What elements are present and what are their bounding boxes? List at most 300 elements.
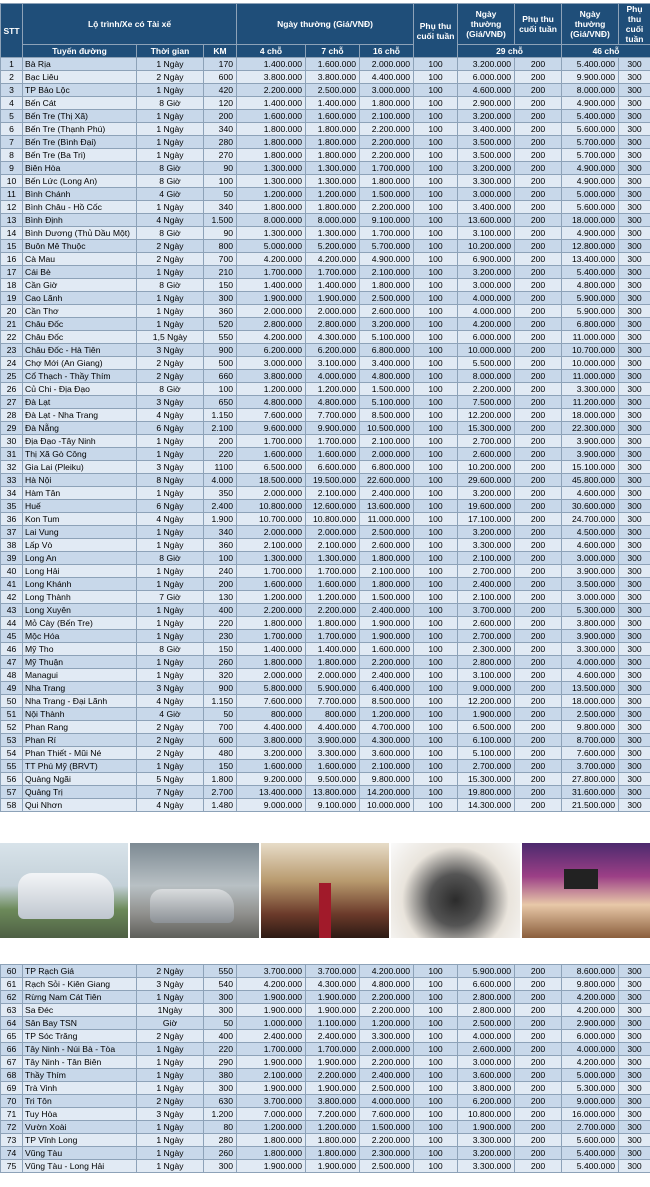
table-row — [1, 58, 650, 71]
cell-km: 300 — [204, 1004, 237, 1017]
cell-price-46: 10.000.000 — [562, 357, 619, 370]
cell-time: 1 Ngày — [137, 136, 204, 149]
cell-surcharge-46: 300 — [619, 396, 650, 409]
cell-price-4: 2.000.000 — [237, 669, 306, 682]
cell-weekend-surcharge: 100 — [414, 214, 458, 227]
cell-price-29: 5.900.000 — [458, 965, 515, 978]
header-surcharge-29: Phụ thu cuối tuần — [515, 4, 562, 45]
cell-time: 4 Ngày — [137, 214, 204, 227]
cell-time: 1 Ngày — [137, 1134, 204, 1147]
cell-price-7: 1.800.000 — [306, 1147, 360, 1160]
cell-surcharge-29: 200 — [515, 110, 562, 123]
cell-km: 90 — [204, 162, 237, 175]
cell-price-4: 1.700.000 — [237, 266, 306, 279]
cell-price-7: 1.700.000 — [306, 1043, 360, 1056]
cell-surcharge-29: 200 — [515, 978, 562, 991]
cell-km: 2.100 — [204, 422, 237, 435]
cell-price-16: 4.800.000 — [360, 978, 414, 991]
cell-stt: 64 — [1, 1017, 23, 1030]
cell-stt: 11 — [1, 188, 23, 201]
cell-price-4: 1.700.000 — [237, 565, 306, 578]
cell-time: 1 Ngày — [137, 84, 204, 97]
cell-price-4: 1.800.000 — [237, 136, 306, 149]
cell-time: 2 Ngày — [137, 71, 204, 84]
cell-price-4: 1.900.000 — [237, 1056, 306, 1069]
cell-surcharge-29: 200 — [515, 357, 562, 370]
cell-price-46: 4.200.000 — [562, 1056, 619, 1069]
cell-route: Bạc Liêu — [23, 71, 137, 84]
cell-price-46: 8.600.000 — [562, 965, 619, 978]
cell-price-16: 2.200.000 — [360, 1134, 414, 1147]
cell-stt: 44 — [1, 617, 23, 630]
cell-stt: 16 — [1, 253, 23, 266]
table-row — [1, 461, 650, 474]
table-row — [1, 500, 650, 513]
cell-km: 600 — [204, 734, 237, 747]
cell-route: Kon Tum — [23, 513, 137, 526]
cell-price-46: 3.300.000 — [562, 383, 619, 396]
cell-surcharge-29: 200 — [515, 487, 562, 500]
cell-time: 1 Ngày — [137, 266, 204, 279]
cell-weekend-surcharge: 100 — [414, 318, 458, 331]
cell-price-46: 11.000.000 — [562, 331, 619, 344]
cell-route: Long Thành — [23, 591, 137, 604]
cell-km: 360 — [204, 305, 237, 318]
cell-surcharge-29: 200 — [515, 253, 562, 266]
cell-route: Cổ Thạch - Thầy Thím — [23, 370, 137, 383]
cell-price-4: 1.600.000 — [237, 578, 306, 591]
cell-price-16: 2.100.000 — [360, 435, 414, 448]
cell-km: 700 — [204, 253, 237, 266]
table-row — [1, 978, 650, 991]
cell-route: Phan Rí — [23, 734, 137, 747]
cell-price-29: 6.100.000 — [458, 734, 515, 747]
cell-route: Buôn Mê Thuộc — [23, 240, 137, 253]
cell-price-7: 1.200.000 — [306, 383, 360, 396]
cell-weekend-surcharge: 100 — [414, 1082, 458, 1095]
cell-price-29: 3.400.000 — [458, 123, 515, 136]
table-row — [1, 1147, 650, 1160]
cell-km: 1.480 — [204, 799, 237, 812]
cell-weekend-surcharge: 100 — [414, 578, 458, 591]
cell-surcharge-29: 200 — [515, 578, 562, 591]
cell-stt: 69 — [1, 1082, 23, 1095]
cell-price-16: 2.200.000 — [360, 136, 414, 149]
cell-price-29: 2.600.000 — [458, 448, 515, 461]
cell-price-29: 2.200.000 — [458, 383, 515, 396]
cell-weekend-surcharge: 100 — [414, 552, 458, 565]
cell-surcharge-46: 300 — [619, 175, 650, 188]
cell-price-46: 4.900.000 — [562, 162, 619, 175]
cell-time: 1,5 Ngày — [137, 331, 204, 344]
cell-price-29: 3.800.000 — [458, 1082, 515, 1095]
cell-weekend-surcharge: 100 — [414, 110, 458, 123]
cell-price-29: 19.800.000 — [458, 786, 515, 799]
header-surcharge-46: Phụ thu cuối tuần — [619, 4, 650, 45]
cell-time: 1 Ngày — [137, 1043, 204, 1056]
cell-route: Tây Ninh - Tân Biên — [23, 1056, 137, 1069]
cell-price-16: 9.800.000 — [360, 773, 414, 786]
cell-stt: 19 — [1, 292, 23, 305]
cell-surcharge-29: 200 — [515, 965, 562, 978]
price-table-main — [0, 3, 650, 812]
table-row — [1, 773, 650, 786]
cell-weekend-surcharge: 100 — [414, 773, 458, 786]
cell-weekend-surcharge: 100 — [414, 760, 458, 773]
cell-price-4: 1.800.000 — [237, 656, 306, 669]
cell-stt: 34 — [1, 487, 23, 500]
cell-weekend-surcharge: 100 — [414, 58, 458, 71]
cell-stt: 29 — [1, 422, 23, 435]
cell-route: Châu Đốc — [23, 318, 137, 331]
cell-price-4: 10.700.000 — [237, 513, 306, 526]
cell-surcharge-46: 300 — [619, 1004, 650, 1017]
cell-surcharge-29: 200 — [515, 1004, 562, 1017]
cell-surcharge-29: 200 — [515, 344, 562, 357]
cell-surcharge-29: 200 — [515, 1121, 562, 1134]
cell-stt: 50 — [1, 695, 23, 708]
cell-price-46: 4.900.000 — [562, 97, 619, 110]
cell-route: Nội Thành — [23, 708, 137, 721]
cell-weekend-surcharge: 100 — [414, 1121, 458, 1134]
cell-weekend-surcharge: 100 — [414, 123, 458, 136]
cell-price-4: 3.000.000 — [237, 357, 306, 370]
cell-time: Giờ — [137, 1017, 204, 1030]
cell-price-46: 4.600.000 — [562, 669, 619, 682]
cell-surcharge-29: 200 — [515, 643, 562, 656]
cell-stt: 35 — [1, 500, 23, 513]
cell-surcharge-29: 200 — [515, 617, 562, 630]
table-row — [1, 1004, 650, 1017]
table-row — [1, 214, 650, 227]
cell-km: 4.000 — [204, 474, 237, 487]
cell-km: 200 — [204, 435, 237, 448]
cell-price-16: 5.100.000 — [360, 331, 414, 344]
cell-surcharge-46: 300 — [619, 591, 650, 604]
cell-price-16: 2.400.000 — [360, 669, 414, 682]
cell-price-29: 2.400.000 — [458, 578, 515, 591]
cell-price-29: 3.200.000 — [458, 266, 515, 279]
cell-weekend-surcharge: 100 — [414, 1056, 458, 1069]
cell-surcharge-29: 200 — [515, 799, 562, 812]
cell-surcharge-29: 200 — [515, 1160, 562, 1173]
cell-price-29: 5.500.000 — [458, 357, 515, 370]
cell-surcharge-46: 300 — [619, 526, 650, 539]
cell-surcharge-29: 200 — [515, 1030, 562, 1043]
cell-price-16: 2.600.000 — [360, 539, 414, 552]
cell-surcharge-29: 200 — [515, 305, 562, 318]
cell-time: 2 Ngày — [137, 1095, 204, 1108]
cell-price-29: 3.200.000 — [458, 526, 515, 539]
cell-price-7: 1.400.000 — [306, 97, 360, 110]
cell-price-29: 2.100.000 — [458, 591, 515, 604]
table-row — [1, 513, 650, 526]
cell-price-7: 1.300.000 — [306, 552, 360, 565]
cell-km: 360 — [204, 539, 237, 552]
cell-stt: 6 — [1, 123, 23, 136]
table-row — [1, 682, 650, 695]
header-row-top — [1, 4, 650, 45]
cell-surcharge-46: 300 — [619, 71, 650, 84]
cell-surcharge-46: 300 — [619, 708, 650, 721]
cell-price-7: 3.300.000 — [306, 747, 360, 760]
cell-time: 2 Ngày — [137, 965, 204, 978]
cell-time: 2 Ngày — [137, 357, 204, 370]
cell-route: TP Sóc Trăng — [23, 1030, 137, 1043]
cell-price-4: 1.200.000 — [237, 188, 306, 201]
cell-price-29: 6.000.000 — [458, 71, 515, 84]
cell-price-4: 1.800.000 — [237, 1134, 306, 1147]
cell-price-7: 3.800.000 — [306, 71, 360, 84]
table-row — [1, 71, 650, 84]
cell-weekend-surcharge: 100 — [414, 201, 458, 214]
cell-surcharge-29: 200 — [515, 604, 562, 617]
cell-price-7: 1.700.000 — [306, 435, 360, 448]
cell-price-4: 1.700.000 — [237, 435, 306, 448]
cell-price-46: 8.700.000 — [562, 734, 619, 747]
cell-time: 7 Giờ — [137, 591, 204, 604]
cell-stt: 20 — [1, 305, 23, 318]
cell-price-7: 800.000 — [306, 708, 360, 721]
cell-time: 1 Ngày — [137, 448, 204, 461]
cell-price-4: 2.800.000 — [237, 318, 306, 331]
cell-km: 220 — [204, 1043, 237, 1056]
cell-km: 50 — [204, 188, 237, 201]
cell-price-7: 1.800.000 — [306, 123, 360, 136]
cell-price-4: 1.000.000 — [237, 1017, 306, 1030]
cell-surcharge-29: 200 — [515, 500, 562, 513]
cell-surcharge-29: 200 — [515, 266, 562, 279]
cell-price-7: 7.700.000 — [306, 409, 360, 422]
cell-price-16: 1.900.000 — [360, 630, 414, 643]
cell-weekend-surcharge: 100 — [414, 487, 458, 500]
cell-weekend-surcharge: 100 — [414, 695, 458, 708]
cell-weekend-surcharge: 100 — [414, 383, 458, 396]
table-row — [1, 604, 650, 617]
table-row — [1, 965, 650, 978]
cell-price-7: 3.700.000 — [306, 965, 360, 978]
cell-weekend-surcharge: 100 — [414, 1017, 458, 1030]
cell-weekend-surcharge: 100 — [414, 786, 458, 799]
cell-km: 400 — [204, 604, 237, 617]
cell-km: 1.150 — [204, 695, 237, 708]
cell-price-4: 6.200.000 — [237, 344, 306, 357]
cell-time: 7 Ngày — [137, 786, 204, 799]
cell-surcharge-29: 200 — [515, 1147, 562, 1160]
cell-time: 8 Giờ — [137, 643, 204, 656]
cell-stt: 73 — [1, 1134, 23, 1147]
table-row — [1, 526, 650, 539]
cell-stt: 66 — [1, 1043, 23, 1056]
cell-km: 320 — [204, 669, 237, 682]
cell-surcharge-29: 200 — [515, 991, 562, 1004]
cell-surcharge-46: 300 — [619, 578, 650, 591]
cell-price-29: 2.500.000 — [458, 1017, 515, 1030]
cell-price-16: 1.800.000 — [360, 175, 414, 188]
cell-price-4: 2.200.000 — [237, 84, 306, 97]
cell-surcharge-29: 200 — [515, 1108, 562, 1121]
cell-price-46: 27.800.000 — [562, 773, 619, 786]
cell-price-29: 3.000.000 — [458, 279, 515, 292]
cell-price-29: 6.900.000 — [458, 253, 515, 266]
cell-price-46: 4.000.000 — [562, 1043, 619, 1056]
cell-surcharge-29: 200 — [515, 526, 562, 539]
cell-price-46: 18.000.000 — [562, 409, 619, 422]
cell-price-29: 4.600.000 — [458, 84, 515, 97]
cell-route: Vũng Tàu — [23, 1147, 137, 1160]
cell-time: 1 Ngày — [137, 318, 204, 331]
table-row — [1, 227, 650, 240]
cell-stt: 60 — [1, 965, 23, 978]
cell-price-29: 1.900.000 — [458, 1121, 515, 1134]
cell-price-46: 9.800.000 — [562, 721, 619, 734]
cell-surcharge-29: 200 — [515, 149, 562, 162]
cell-surcharge-29: 200 — [515, 58, 562, 71]
table-row — [1, 1043, 650, 1056]
cell-time: 8 Giờ — [137, 97, 204, 110]
cell-weekend-surcharge: 100 — [414, 656, 458, 669]
cell-km: 150 — [204, 279, 237, 292]
cell-price-29: 3.200.000 — [458, 162, 515, 175]
cell-weekend-surcharge: 100 — [414, 630, 458, 643]
cell-surcharge-46: 300 — [619, 136, 650, 149]
cell-time: 1 Ngày — [137, 526, 204, 539]
cell-route: Bến Cát — [23, 97, 137, 110]
cell-route: Sân Bay TSN — [23, 1017, 137, 1030]
cell-price-29: 29.600.000 — [458, 474, 515, 487]
cell-price-29: 3.200.000 — [458, 487, 515, 500]
cell-route: Cái Bè — [23, 266, 137, 279]
cell-route: Mộc Hóa — [23, 630, 137, 643]
cell-weekend-surcharge: 100 — [414, 669, 458, 682]
cell-price-29: 4.000.000 — [458, 1030, 515, 1043]
cell-price-4: 13.400.000 — [237, 786, 306, 799]
cell-km: 170 — [204, 58, 237, 71]
cell-price-46: 2.700.000 — [562, 1121, 619, 1134]
cell-price-16: 3.300.000 — [360, 1030, 414, 1043]
cell-stt: 25 — [1, 370, 23, 383]
cell-price-29: 15.300.000 — [458, 773, 515, 786]
header-km: KM — [204, 45, 237, 58]
cell-surcharge-29: 200 — [515, 227, 562, 240]
cell-price-46: 5.400.000 — [562, 110, 619, 123]
cell-time: 1 Ngày — [137, 1056, 204, 1069]
table-row — [1, 630, 650, 643]
cell-surcharge-46: 300 — [619, 370, 650, 383]
cell-km: 600 — [204, 71, 237, 84]
cell-route: Long An — [23, 552, 137, 565]
cell-stt: 70 — [1, 1095, 23, 1108]
cell-time: 1 Ngày — [137, 669, 204, 682]
cell-stt: 26 — [1, 383, 23, 396]
cell-time: 1 Ngày — [137, 991, 204, 1004]
cell-km: 300 — [204, 1160, 237, 1173]
cell-price-29: 2.100.000 — [458, 552, 515, 565]
cell-price-4: 4.800.000 — [237, 396, 306, 409]
cell-route: Tuy Hòa — [23, 1108, 137, 1121]
cell-price-16: 4.700.000 — [360, 721, 414, 734]
cell-price-4: 1.200.000 — [237, 383, 306, 396]
table-row — [1, 786, 650, 799]
table-row — [1, 617, 650, 630]
cell-price-7: 10.800.000 — [306, 513, 360, 526]
cell-surcharge-46: 300 — [619, 253, 650, 266]
cell-stt: 49 — [1, 682, 23, 695]
cell-surcharge-29: 200 — [515, 422, 562, 435]
cell-weekend-surcharge: 100 — [414, 1108, 458, 1121]
header-weekday-29: Ngày thường (Giá/VNĐ) — [458, 4, 515, 45]
cell-stt: 21 — [1, 318, 23, 331]
cell-price-16: 1.200.000 — [360, 1017, 414, 1030]
cell-surcharge-46: 300 — [619, 500, 650, 513]
cell-surcharge-29: 200 — [515, 565, 562, 578]
cell-time: 2 Ngày — [137, 1030, 204, 1043]
cell-stt: 14 — [1, 227, 23, 240]
cell-route: Cao Lãnh — [23, 292, 137, 305]
table-row — [1, 1134, 650, 1147]
cell-price-7: 1.900.000 — [306, 1160, 360, 1173]
cell-price-7: 1.600.000 — [306, 578, 360, 591]
cell-route: Bình Châu - Hồ Cốc — [23, 201, 137, 214]
cell-stt: 58 — [1, 799, 23, 812]
cell-price-46: 18.000.000 — [562, 214, 619, 227]
cell-surcharge-46: 300 — [619, 799, 650, 812]
cell-price-16: 2.200.000 — [360, 656, 414, 669]
table-row — [1, 474, 650, 487]
cell-surcharge-46: 300 — [619, 188, 650, 201]
cell-surcharge-46: 300 — [619, 991, 650, 1004]
cell-weekend-surcharge: 100 — [414, 188, 458, 201]
cell-surcharge-29: 200 — [515, 656, 562, 669]
cell-time: 5 Ngày — [137, 773, 204, 786]
cell-price-46: 4.200.000 — [562, 1004, 619, 1017]
cell-price-4: 5.000.000 — [237, 240, 306, 253]
table-row — [1, 799, 650, 812]
cell-weekend-surcharge: 100 — [414, 227, 458, 240]
cell-surcharge-46: 300 — [619, 1030, 650, 1043]
cell-price-4: 9.200.000 — [237, 773, 306, 786]
cell-price-46: 4.900.000 — [562, 175, 619, 188]
cell-surcharge-46: 300 — [619, 422, 650, 435]
table-row — [1, 370, 650, 383]
cell-weekend-surcharge: 100 — [414, 357, 458, 370]
cell-price-16: 2.200.000 — [360, 991, 414, 1004]
cell-surcharge-29: 200 — [515, 773, 562, 786]
cell-km: 50 — [204, 1017, 237, 1030]
cell-route: Bà Rịa — [23, 58, 137, 71]
cell-price-46: 5.600.000 — [562, 201, 619, 214]
cell-price-29: 3.200.000 — [458, 110, 515, 123]
cell-weekend-surcharge: 100 — [414, 513, 458, 526]
table-row — [1, 383, 650, 396]
cell-price-7: 2.000.000 — [306, 305, 360, 318]
cell-time: 4 Ngày — [137, 695, 204, 708]
cell-price-29: 2.600.000 — [458, 1043, 515, 1056]
table-row — [1, 760, 650, 773]
cell-time: 1 Ngày — [137, 149, 204, 162]
cell-price-7: 5.200.000 — [306, 240, 360, 253]
vehicle-photo-strip — [0, 843, 650, 938]
cell-price-4: 4.200.000 — [237, 978, 306, 991]
cell-time: 4 Giờ — [137, 708, 204, 721]
cell-time: 1 Ngày — [137, 565, 204, 578]
table-row — [1, 1108, 650, 1121]
cell-price-29: 3.400.000 — [458, 201, 515, 214]
table-row — [1, 97, 650, 110]
cell-surcharge-46: 300 — [619, 214, 650, 227]
cell-price-46: 2.500.000 — [562, 708, 619, 721]
cell-surcharge-29: 200 — [515, 97, 562, 110]
